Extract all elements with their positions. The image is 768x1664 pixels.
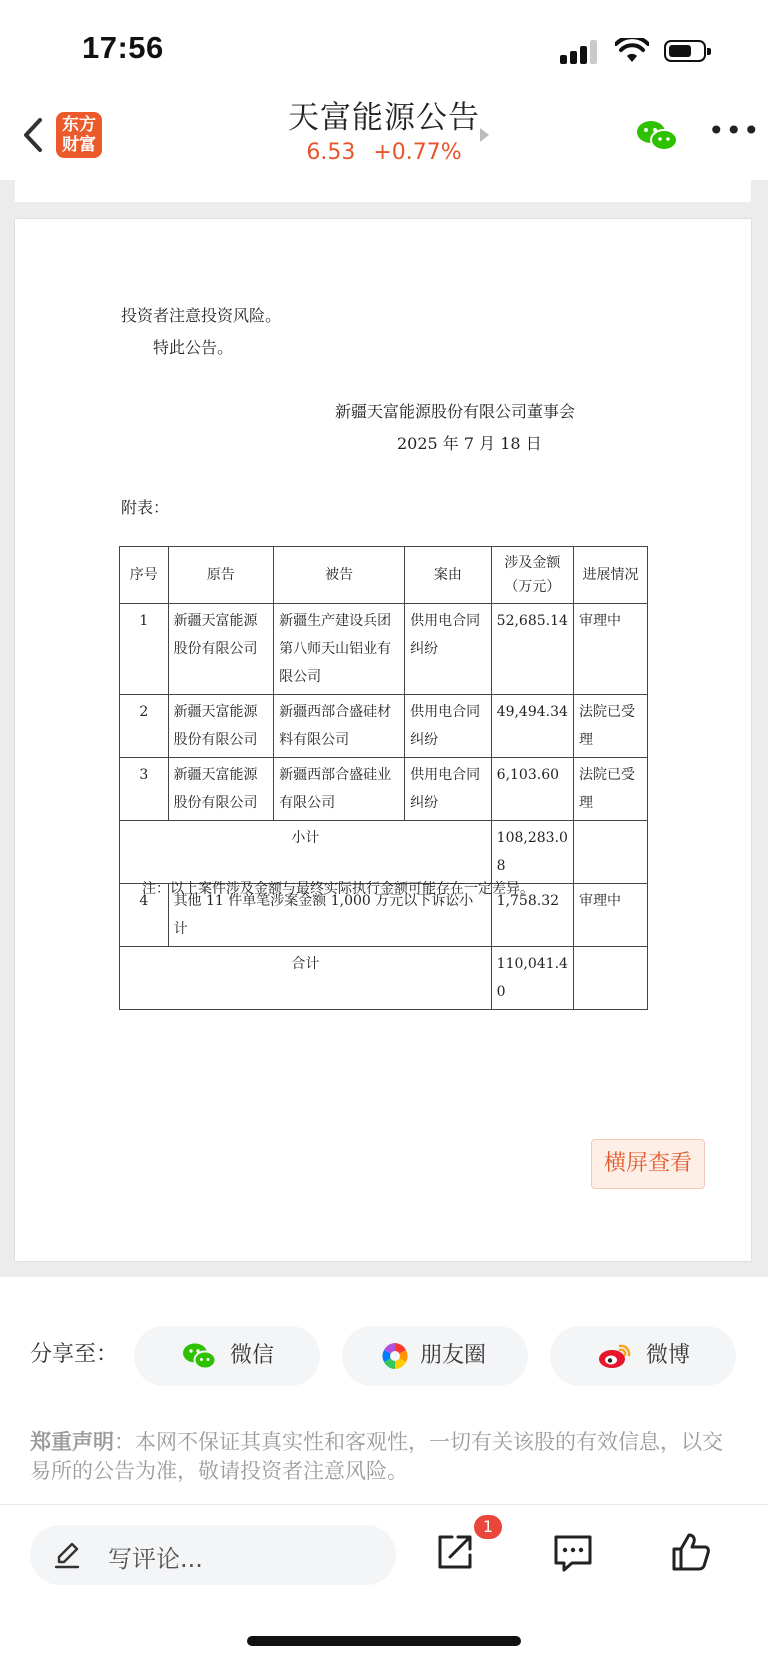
- comments-icon[interactable]: [550, 1529, 596, 1575]
- pencil-icon: [54, 1541, 80, 1569]
- share-count-badge: 1: [474, 1515, 502, 1539]
- wechat-share-icon[interactable]: [635, 118, 679, 154]
- wifi-icon: [615, 38, 649, 64]
- disclaimer: [30, 1428, 742, 1486]
- row-defendant: 新疆生产建设兵团第八师天山铝业有限公司: [274, 604, 405, 695]
- thumbs-up-icon[interactable]: [668, 1529, 714, 1575]
- table-header: 进展情况: [574, 547, 648, 604]
- row-plaintiff: 新疆天富能源股份有限公司: [168, 758, 274, 821]
- row-status: 法院已受理: [574, 695, 648, 758]
- share-wechat-label: 微信: [230, 1343, 275, 1368]
- subtotal-label: 小计: [120, 821, 492, 884]
- table-header: 案由: [405, 547, 492, 604]
- table-header: 被告: [274, 547, 405, 604]
- notice-line: 特此公告。: [153, 338, 234, 357]
- row-no: 1: [120, 604, 169, 695]
- total-row: [120, 947, 648, 1010]
- logo-line2: 财富: [62, 135, 96, 155]
- signature-date: 2025 年 7 月 18 日: [397, 434, 542, 453]
- row-plaintiff: 新疆天富能源股份有限公司: [168, 604, 274, 695]
- stock-quote: [200, 140, 568, 165]
- battery-icon: [664, 40, 706, 62]
- row-cause: 供用电合同纠纷: [405, 758, 492, 821]
- document-viewer[interactable]: [0, 180, 768, 1277]
- row-defendant: 新疆西部合盛硅材料有限公司: [274, 695, 405, 758]
- subtotal-amount: 108,283.08: [491, 821, 573, 884]
- cellular-signal-icon: [560, 40, 600, 64]
- row-plaintiff: 新疆天富能源股份有限公司: [168, 695, 274, 758]
- disclaimer-text: ：本网不保证其真实性和客观性，一切有关该股的有效信息，以交易所的公告为准，敬请投资者注意风险。: [30, 1430, 723, 1483]
- board-signature: 新疆天富能源股份有限公司董事会: [335, 402, 576, 421]
- row-amount: 1,758.32: [491, 884, 573, 947]
- appendix-label: 附表：: [121, 498, 170, 517]
- row-defendant: 新疆西部合盛硅业有限公司: [274, 758, 405, 821]
- total-label: 合计: [120, 947, 492, 1010]
- subtotal-status: [574, 821, 648, 884]
- table-row: [120, 758, 648, 821]
- litigation-table: [119, 546, 648, 1010]
- share-label: 分享至：: [30, 1342, 119, 1367]
- back-arrow-icon[interactable]: [14, 112, 54, 158]
- table-row: [120, 695, 648, 758]
- row-amount: 6,103.60: [491, 758, 573, 821]
- subtotal-row: [120, 821, 648, 884]
- triangle-right-icon: [480, 128, 489, 142]
- row-status: 法院已受理: [574, 758, 648, 821]
- status-bar: [0, 0, 768, 92]
- more-menu-icon[interactable]: •••: [708, 114, 761, 147]
- table-row: [120, 604, 648, 695]
- weibo-icon: [598, 1342, 632, 1370]
- row-no: 4: [120, 884, 169, 947]
- document-page: [15, 219, 751, 1261]
- share-moments-label: 朋友圈: [420, 1343, 487, 1368]
- home-indicator: [247, 1636, 521, 1646]
- row-amount: 52,685.14: [491, 604, 573, 695]
- moments-icon: [378, 1342, 412, 1370]
- table-note: 注：以上案件涉及金额与最终实际执行金额可能存在一定差异。: [142, 881, 534, 897]
- other-cases-desc: 其他 11 件单笔涉案金额 1,000 万元以下诉讼小计: [168, 884, 491, 947]
- share-weibo-label: 微博: [646, 1343, 691, 1368]
- bottom-action-bar: [0, 1504, 768, 1664]
- row-no: 2: [120, 695, 169, 758]
- stock-change: +0.77%: [373, 140, 462, 165]
- comment-input[interactable]: [30, 1525, 396, 1585]
- page-title: 天富能源公告: [288, 100, 480, 136]
- app-logo[interactable]: [56, 112, 102, 158]
- row-cause: 供用电合同纠纷: [405, 695, 492, 758]
- row-no: 3: [120, 758, 169, 821]
- share-bar: [0, 1300, 768, 1420]
- landscape-view-button[interactable]: 横屏查看: [591, 1139, 705, 1189]
- share-wechat-button[interactable]: [134, 1326, 320, 1386]
- row-amount: 49,494.34: [491, 695, 573, 758]
- table-header: 涉及金额（万元）: [491, 547, 573, 604]
- disclaimer-title: 郑重声明: [30, 1430, 114, 1454]
- risk-line: 投资者注意投资风险。: [121, 306, 282, 325]
- title-block[interactable]: [200, 98, 568, 165]
- share-icon[interactable]: [432, 1529, 478, 1575]
- row-status: 审理中: [574, 604, 648, 695]
- stock-price: 6.53: [306, 140, 356, 165]
- table-header: 原告: [168, 547, 274, 604]
- row-status: 审理中: [574, 884, 648, 947]
- comment-placeholder: 写评论...: [108, 1545, 203, 1573]
- table-header-row: [120, 547, 648, 604]
- previous-page: [15, 180, 751, 202]
- row-cause: 供用电合同纠纷: [405, 604, 492, 695]
- share-weibo-button[interactable]: [550, 1326, 736, 1386]
- wechat-icon: [182, 1342, 216, 1370]
- share-moments-button[interactable]: [342, 1326, 528, 1386]
- status-time: 17:56: [82, 30, 164, 65]
- nav-header: [0, 92, 768, 181]
- total-status: [574, 947, 648, 1010]
- total-amount: 110,041.40: [491, 947, 573, 1010]
- logo-line1: 东方: [62, 115, 96, 135]
- table-header: 序号: [120, 547, 169, 604]
